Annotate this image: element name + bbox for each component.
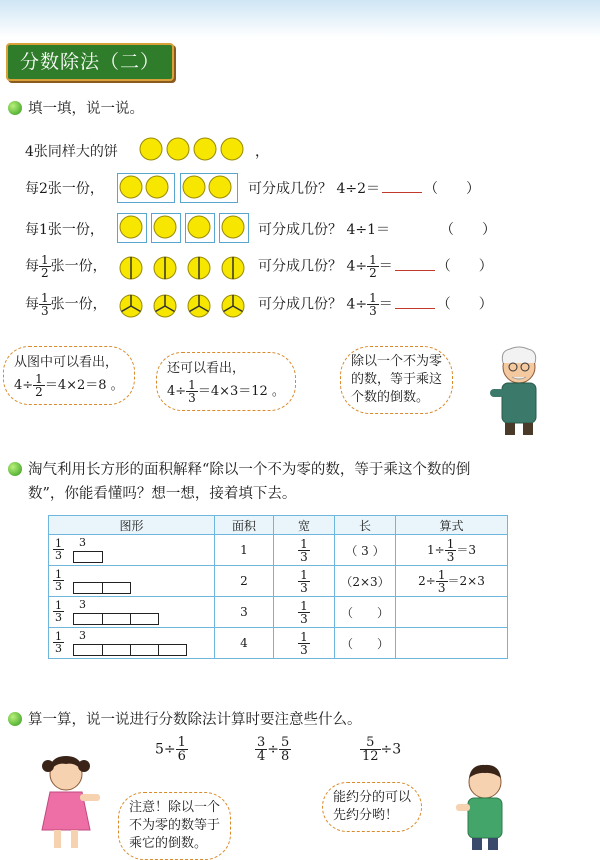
answer-blank[interactable] bbox=[382, 192, 422, 193]
pancake-icon bbox=[119, 175, 143, 199]
page-title: 分数除法（二） bbox=[6, 43, 174, 81]
pancake-icon bbox=[187, 215, 211, 239]
half-pancake-icon bbox=[119, 256, 143, 280]
area-rectangle bbox=[73, 582, 131, 594]
rectangle-divider bbox=[130, 645, 131, 655]
area-cell: 1 bbox=[215, 535, 274, 566]
row1-question: 可分成几份？ 4÷2＝ （ ） bbox=[248, 181, 480, 197]
third-pancake-icon bbox=[153, 294, 177, 318]
half-pancake-icon bbox=[221, 256, 245, 280]
shape-cell bbox=[49, 566, 215, 597]
intro-comma: ， bbox=[255, 144, 269, 160]
speech-bubble-3: 除以一个不为零 的数，等于乘这 个数的倒数。 bbox=[340, 346, 453, 414]
half-pancake-icon bbox=[187, 256, 211, 280]
length-label: 3 bbox=[79, 598, 86, 611]
answer-blank[interactable] bbox=[395, 270, 435, 271]
third-pancake-icon bbox=[119, 294, 143, 318]
side-fraction: $\frac{1}{3}$ bbox=[55, 537, 62, 562]
row1-lead: 每2张一份， bbox=[25, 181, 104, 197]
width-cell: $\frac{1}{3}$ bbox=[274, 597, 335, 628]
side-fraction: $\frac{1}{3}$ bbox=[55, 630, 62, 655]
table-header: 算式 bbox=[396, 516, 508, 535]
grandpa-figure bbox=[488, 345, 550, 440]
row2-question: 可分成几份？ 4÷1＝ （ ） bbox=[258, 222, 496, 238]
side-fraction: $\frac{1}{3}$ bbox=[55, 568, 62, 593]
table-header: 长 bbox=[335, 516, 396, 535]
table-header: 图形 bbox=[49, 516, 215, 535]
area-rectangle bbox=[73, 551, 103, 563]
green-dot-icon bbox=[8, 101, 22, 115]
girl-figure bbox=[36, 752, 104, 852]
row2-lead: 每1张一份， bbox=[25, 222, 104, 238]
shape-cell bbox=[49, 597, 215, 628]
green-dot-icon bbox=[8, 462, 22, 476]
rectangle-divider bbox=[158, 645, 159, 655]
length-label: 3 bbox=[79, 536, 86, 549]
intro-text: 4张同样大的饼 bbox=[25, 144, 118, 160]
row3-lead: 每 $\frac{1}{2}$ 张一份， bbox=[25, 253, 107, 280]
length-cell[interactable]: （ ） bbox=[335, 597, 396, 628]
speech-bubble-2: 还可以看出， 4÷ $\frac{1}{3}$ ＝4×3＝12 。 bbox=[156, 352, 296, 411]
rectangle-divider bbox=[102, 614, 103, 624]
formula-cell[interactable] bbox=[396, 597, 508, 628]
rectangle-divider bbox=[130, 614, 131, 624]
table-row bbox=[49, 597, 508, 628]
rectangle-divider bbox=[102, 645, 103, 655]
table-header: 宽 bbox=[274, 516, 335, 535]
shape-cell bbox=[49, 628, 215, 659]
area-cell: 3 bbox=[215, 597, 274, 628]
pancake-icon bbox=[220, 137, 244, 161]
table-header: 面积 bbox=[215, 516, 274, 535]
half-pancake-icon bbox=[153, 256, 177, 280]
pancake-icon bbox=[153, 215, 177, 239]
third-pancake-icon bbox=[221, 294, 245, 318]
speech-bubble-1: 从图中可以看出， 4÷ $\frac{1}{2}$ ＝4×2＝8 。 bbox=[3, 346, 135, 405]
length-cell[interactable]: （ 3 ） bbox=[335, 535, 396, 566]
area-cell: 4 bbox=[215, 628, 274, 659]
length-cell[interactable]: （ ） bbox=[335, 628, 396, 659]
formula-cell: 1÷ $\frac{1}{3}$ ＝3 bbox=[396, 535, 508, 566]
section1-heading bbox=[8, 97, 144, 118]
row3-question: 可分成几份？ 4÷ $\frac{1}{2}$ ＝ （ ） bbox=[258, 253, 493, 280]
table-row bbox=[49, 628, 508, 659]
green-dot-icon bbox=[8, 712, 22, 726]
table-row bbox=[49, 566, 508, 597]
width-cell: $\frac{1}{3}$ bbox=[274, 566, 335, 597]
pancake-icon bbox=[139, 137, 163, 161]
pancake-icon bbox=[145, 175, 169, 199]
problem-3: $\frac{5}{12}$ ÷3 bbox=[362, 735, 402, 764]
formula-cell: 2÷ $\frac{1}{3}$ ＝2×3 bbox=[396, 566, 508, 597]
length-label: 3 bbox=[79, 629, 86, 642]
girl-speech-bubble: 注意！除以一个 不为零的数等于 乘它的倒数。 bbox=[118, 792, 231, 860]
row4-lead: 每 $\frac{1}{3}$ 张一份， bbox=[25, 291, 107, 318]
pancake-icon bbox=[221, 215, 245, 239]
pancake-icon bbox=[208, 175, 232, 199]
third-pancake-icon bbox=[187, 294, 211, 318]
area-table bbox=[48, 515, 508, 659]
width-cell: $\frac{1}{3}$ bbox=[274, 628, 335, 659]
row4-question: 可分成几份？ 4÷ $\frac{1}{3}$ ＝ （ ） bbox=[258, 291, 493, 318]
top-band bbox=[0, 0, 600, 38]
answer-blank[interactable] bbox=[395, 308, 435, 309]
pancake-icon bbox=[119, 215, 143, 239]
width-cell: $\frac{1}{3}$ bbox=[274, 535, 335, 566]
pancake-icon bbox=[193, 137, 217, 161]
section3-heading: 算一算，说一说进行分数除法计算时要注意些什么。 bbox=[8, 708, 362, 729]
table-header-row bbox=[49, 516, 508, 535]
area-cell: 2 bbox=[215, 566, 274, 597]
length-cell[interactable]: （2×3） bbox=[335, 566, 396, 597]
shape-cell bbox=[49, 535, 215, 566]
boy-speech-bubble: 能约分的可以 先约分哟！ bbox=[322, 782, 422, 832]
section1-label: 填一填，说一说。 bbox=[28, 101, 144, 117]
side-fraction: $\frac{1}{3}$ bbox=[55, 599, 62, 624]
section2-heading: 淘气利用长方形的面积解释“除以一个不为零的数，等于乘这个数的倒 数”，你能看懂吗？想一想，接着填下去。 bbox=[8, 458, 470, 506]
formula-cell[interactable] bbox=[396, 628, 508, 659]
boy-figure bbox=[455, 760, 515, 852]
pancake-icon bbox=[166, 137, 190, 161]
problem-2: $\frac{3}{4}$ ÷ $\frac{5}{8}$ bbox=[257, 735, 290, 764]
rectangle-divider bbox=[102, 583, 103, 593]
area-rectangle bbox=[73, 644, 187, 656]
table-row bbox=[49, 535, 508, 566]
problem-1: 5÷ $\frac{1}{6}$ bbox=[155, 735, 186, 764]
area-rectangle bbox=[73, 613, 159, 625]
pancake-icon bbox=[182, 175, 206, 199]
